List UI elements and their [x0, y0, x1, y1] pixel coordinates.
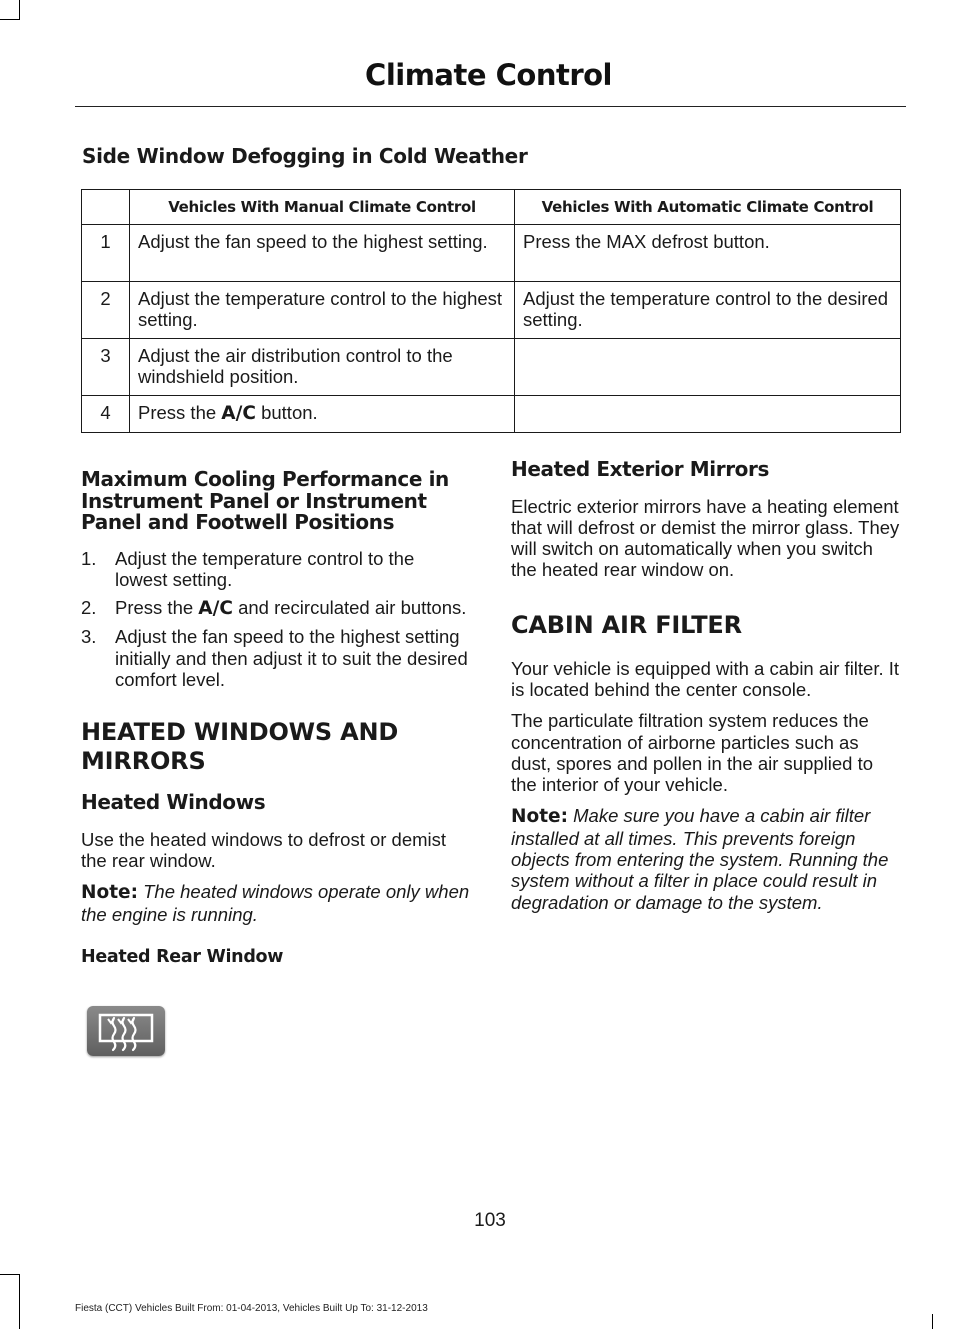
list-number: 3. [81, 626, 97, 648]
table-row [82, 339, 901, 396]
table-header-cell: Vehicles With Automatic Climate Control [515, 190, 901, 225]
cabin-air-filter-text: Your vehicle is equipped with a cabin air filter. It is located behind the center console. [511, 657, 900, 700]
text: Press the [138, 402, 222, 423]
crop-mark [932, 1314, 933, 1329]
table-row [82, 225, 901, 282]
automatic-step: Adjust the temperature control to the desired setting. [515, 282, 901, 339]
note-text: The heated windows operate only when the engine is running. [81, 881, 470, 925]
max-cooling-heading: Maximum Cooling Performance in Instrument Panel or Instrument Panel and Footwell Positions [81, 467, 449, 534]
manual-step: Adjust the fan speed to the highest setting. [130, 225, 515, 282]
step-number: 4 [82, 396, 130, 433]
heated-windows-mirrors-heading: HEATED WINDOWS AND MIRRORS [81, 718, 399, 776]
list-text: Press the [115, 597, 199, 619]
manual-step: Adjust the air distribution control to the windshield position. [130, 339, 515, 396]
note-label: Note: [81, 882, 138, 904]
crop-mark [0, 19, 20, 20]
automatic-step [515, 396, 901, 433]
crop-mark [19, 0, 20, 20]
step-number: 1 [82, 225, 130, 282]
heated-rear-window-heading: Heated Rear Window [81, 946, 284, 967]
note-text: Make sure you have a cabin air filter installed at all times. This prevents foreign objects from entering the system. Running the system without a filter in place could result in degradation or damage to the system. [511, 805, 889, 913]
cabin-air-filter-note [511, 805, 901, 912]
cabin-air-filter-text: The particulate filtration system reduces the concentration of airborne particles such as dust, spores and pollen in the air supplied to the interior of your vehicle. [511, 710, 874, 796]
list-number: 2. [81, 597, 97, 619]
crop-mark [0, 1274, 20, 1275]
table-row [82, 282, 901, 339]
crop-mark [19, 1274, 20, 1329]
heated-windows-text: Use the heated windows to defrost or demist the rear window. [81, 828, 447, 872]
list-item [81, 626, 471, 690]
max-cooling-steps [81, 548, 471, 691]
list-text: Adjust the temperature control to the lowest setting. [115, 547, 415, 590]
defogging-table [81, 189, 901, 433]
heated-windows-heading: Heated Windows [81, 790, 266, 815]
heated-exterior-mirrors-text: Electric exterior mirrors have a heating element that will defrost or demist the mirror glass. They will switch on automatically when you switch the heated rear window on. [511, 495, 900, 581]
table-header-cell: Vehicles With Manual Climate Control [130, 190, 515, 225]
list-text: Adjust the fan speed to the highest setting initially and then adjust it to suit the desired comfort level. [115, 626, 468, 690]
step-number: 2 [82, 282, 130, 339]
manual-step: Adjust the temperature control to the highest setting. [130, 282, 515, 339]
page-title: Climate Control [365, 58, 612, 92]
list-item [81, 548, 471, 591]
heated-windows-note [81, 881, 471, 925]
footer-text: Fiesta (CCT) Vehicles Built From: 01-04-2013, Vehicles Built Up To: 31-12-2013 [75, 1303, 428, 1314]
ac-label: A/C [221, 403, 256, 424]
ac-label: A/C [198, 598, 233, 620]
rear-window-defrost-icon [87, 1006, 165, 1056]
left-column [81, 469, 471, 968]
table-row [82, 396, 901, 433]
list-item [81, 597, 471, 619]
title-divider [75, 106, 906, 107]
list-text: and recirculated air buttons. [232, 597, 467, 619]
section-heading-side-window-defogging: Side Window Defogging in Cold Weather [82, 144, 528, 168]
cabin-air-filter-heading: CABIN AIR FILTER [511, 610, 742, 639]
text: button. [255, 402, 318, 423]
automatic-step: Press the MAX defrost button. [515, 225, 901, 282]
heated-exterior-mirrors-heading: Heated Exterior Mirrors [511, 457, 769, 481]
manual-step [130, 396, 515, 433]
step-number: 3 [82, 339, 130, 396]
page-number: 103 [474, 1210, 506, 1231]
note-label: Note: [511, 806, 568, 828]
table-header-cell [82, 190, 130, 225]
table-header-row [82, 190, 901, 225]
list-number: 1. [81, 547, 97, 569]
right-column [511, 459, 901, 923]
automatic-step [515, 339, 901, 396]
